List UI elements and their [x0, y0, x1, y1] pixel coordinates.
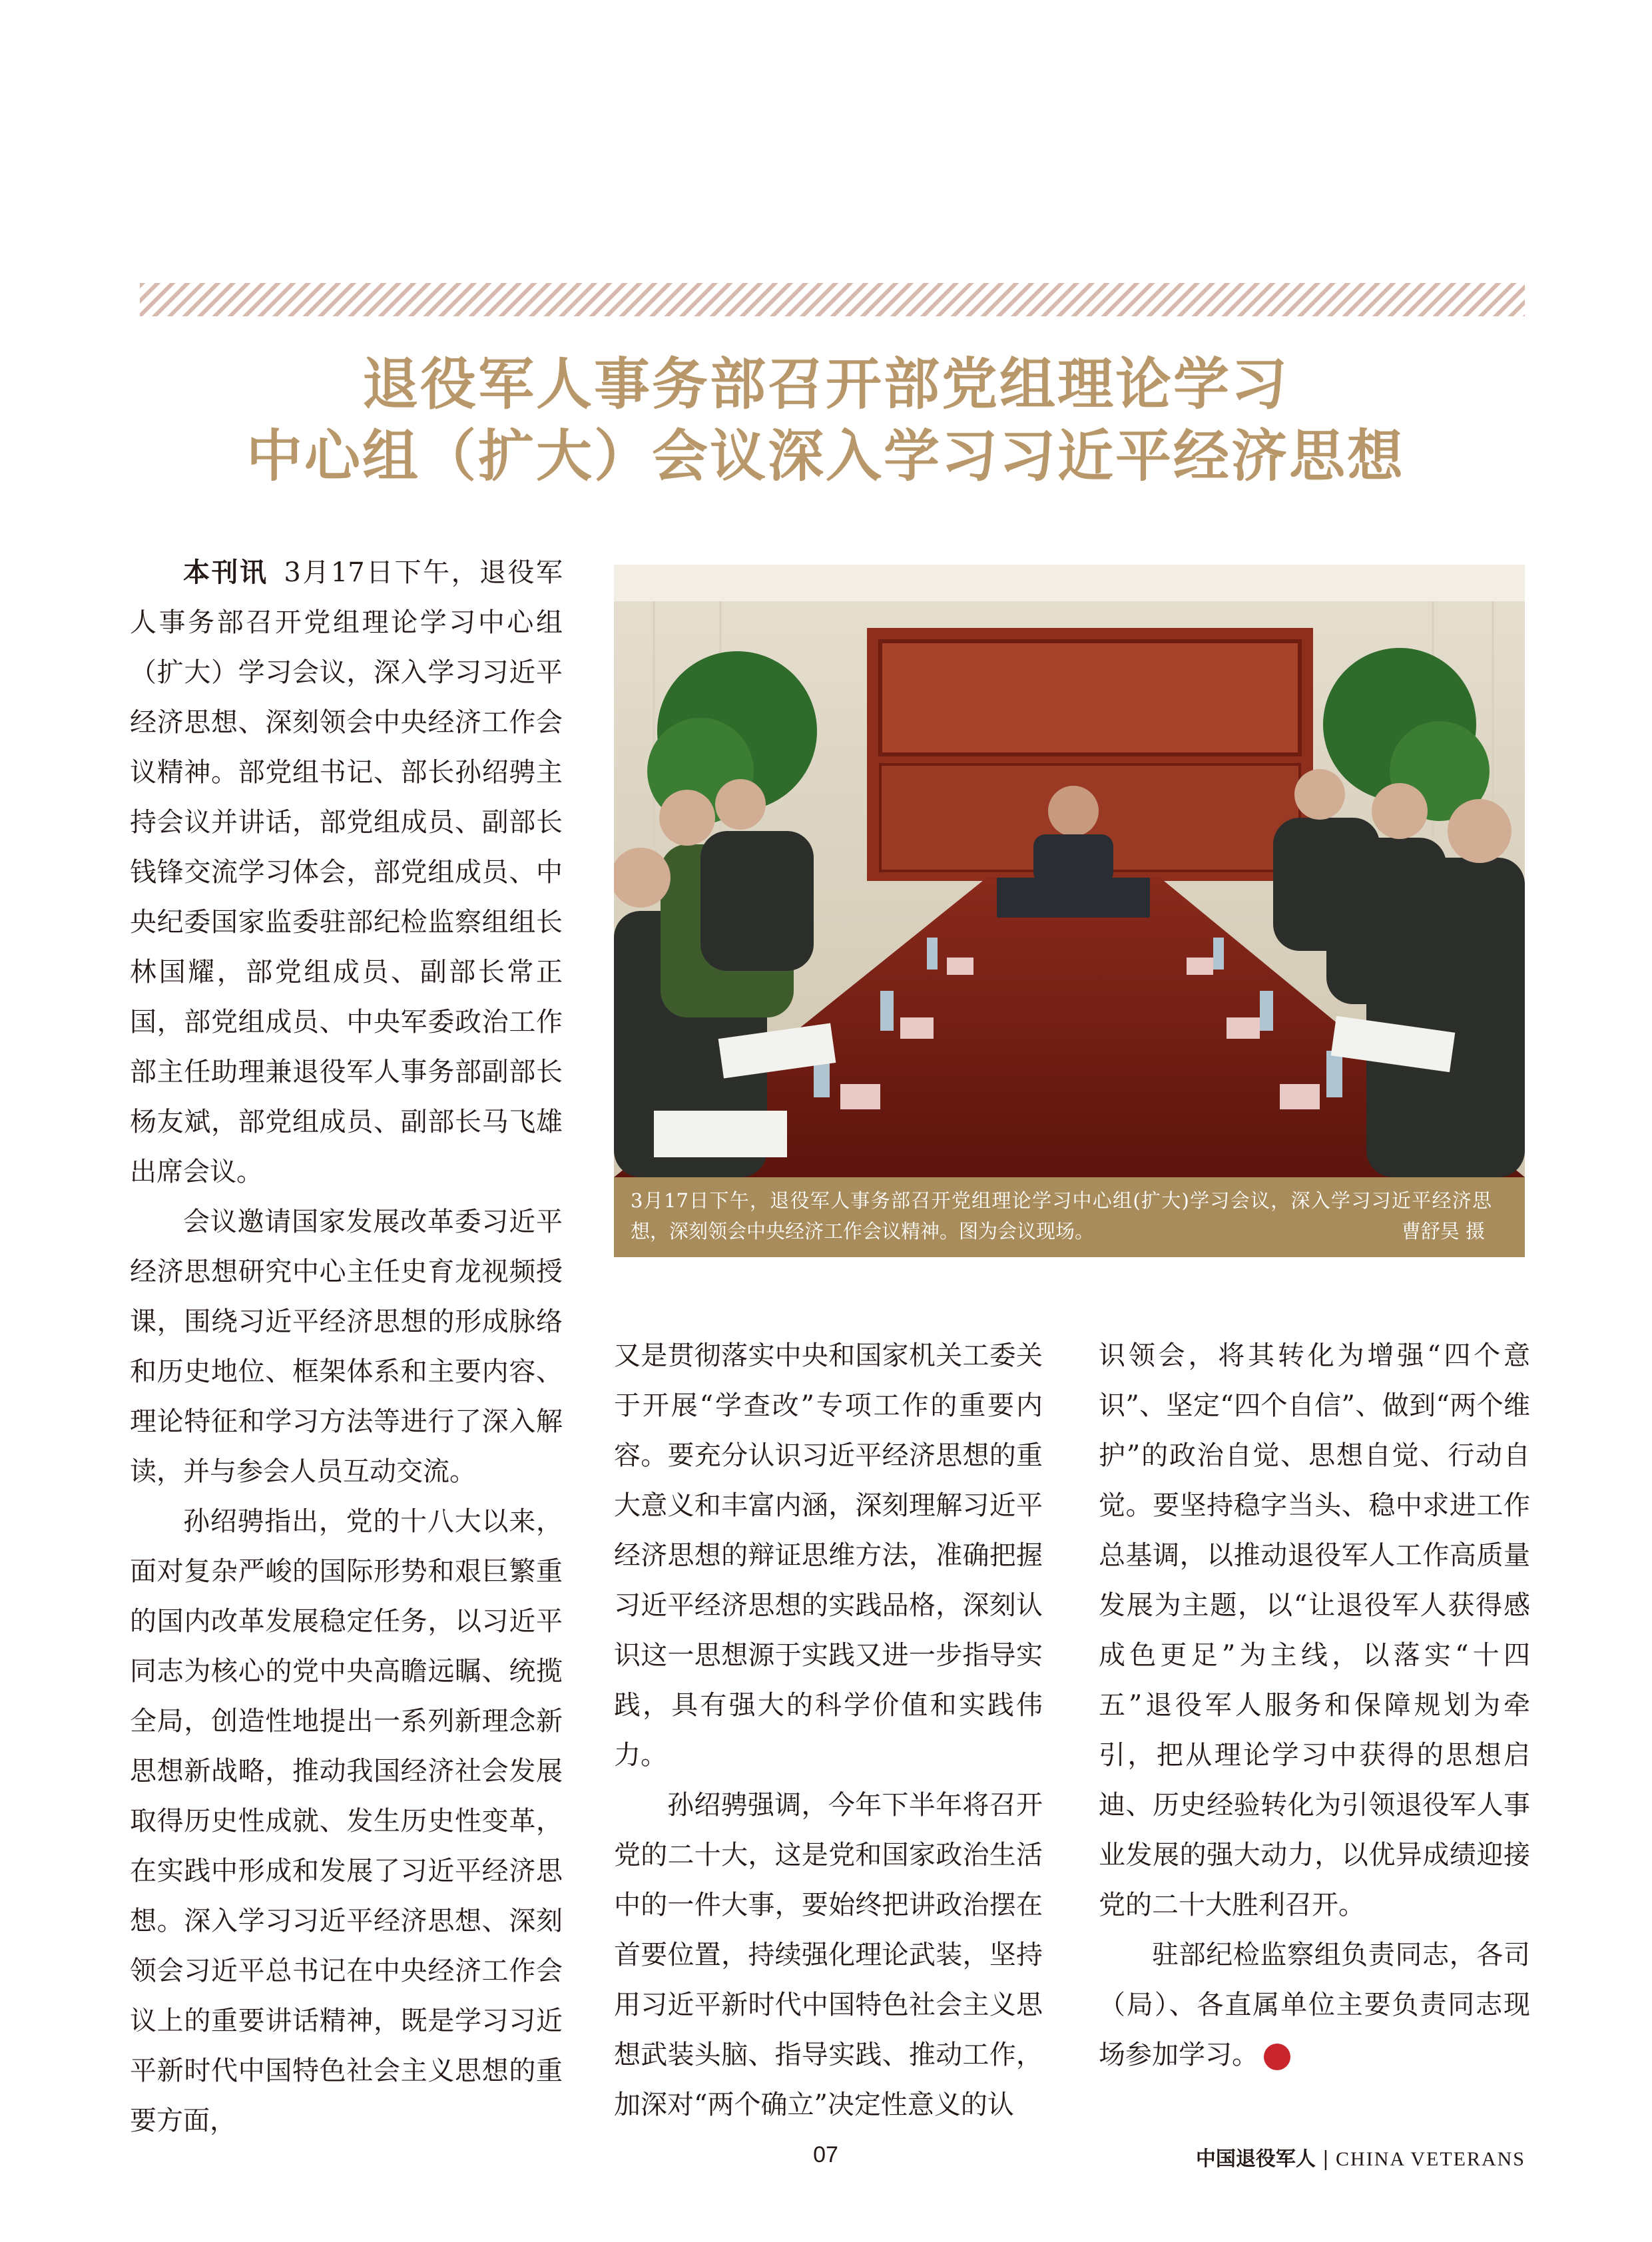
paragraph-1-text: 3月17日下午，退役军人事务部召开党组理论学习中心组（扩大）学习会议，深入学习习近平经济思想、深刻领会中央经济工作会议精神。部党组书记、部长孙绍骋主持会议并讲话，部党组成员、副部长钱锋交流学习体会，部党组成员、中央纪委国家监委驻部纪检监察组组长林国耀，部党组成员、副部长常正国，部党组成员、中央军委政治工作部主任助理兼退役军人事务部副部长杨友斌，部党组成员、副部长马飞雄出席会议。 [130, 557, 563, 1187]
brand-separator: | [1322, 2147, 1330, 2171]
paragraph-5 [1099, 1930, 1530, 2080]
brand-english: CHINA VETERANS [1336, 2148, 1525, 2170]
article-column-1 [130, 548, 563, 2146]
paragraph-5-text: 驻部纪检监察组负责同志，各司（局）、各直属单位主要负责同志现场参加学习。 [1099, 1940, 1530, 2070]
photo-caption [614, 1177, 1525, 1257]
paragraph-2: 会议邀请国家发展改革委习近平经济思想研究中心主任史育龙视频授课，围绕习近平经济思想的形成脉络和历史地位、框架体系和主要内容、理论特征和学习方法等进行了深入解读，并与参会人员互动交流。 [130, 1207, 563, 1487]
paragraph-4-continued: 识领会，将其转化为增强“四个意识”、坚定“四个自信”、做到“两个维护”的政治自觉、思想自觉、行动自觉。要坚持稳字当头、稳中求进工作总基调，以推动退役军人工作高质量发展为主题，以“让退役军人获得感成色更足”为主线，以落实“十四五”退役军人服务和保障规划为牵引，把从理论学习中获得的思想启迪、历史经验转化为引领退役军人事业发展的强大动力，以优异成绩迎接党的二十大胜利召开。 [1099, 1340, 1530, 1920]
meeting-scene-illustration [614, 565, 1525, 1177]
paragraph-4: 孙绍骋强调，今年下半年将召开党的二十大，这是党和国家政治生活中的一件大事，要始终把讲政治摆在首要位置，持续强化理论武装，坚持用习近平新时代中国特色社会主义思想武装头脑、指导实践、推动工作，加深对“两个确立”决定性意义的认 [614, 1790, 1043, 2120]
meeting-photo [614, 565, 1525, 1177]
end-mark-icon: V [1264, 2044, 1290, 2070]
decorative-stripe-band [140, 283, 1525, 316]
article-title-line-2: 中心组（扩大）会议深入学习习近平经济思想 [246, 423, 1405, 489]
article-title-line-1: 退役军人事务部召开部党组理论学习 [362, 352, 1289, 417]
paragraph-3-continued: 又是贯彻落实中央和国家机关工委关于开展“学查改”专项工作的重要内容。要充分认识习近平经济思想的重大意义和丰富内涵，深刻理解习近平经济思想的辩证思维方法，准确把握习近平经济思想的实践品格，深刻认识这一思想源于实践又进一步指导实践，具有强大的科学价值和实践伟力。 [614, 1340, 1043, 1771]
paragraph-1 [130, 548, 563, 1197]
page-number: 07 [813, 2142, 838, 2167]
article-column-2 [614, 1331, 1043, 2130]
photo-caption-text: 3月17日下午，退役军人事务部召开党组理论学习中心组(扩大)学习会议，深入学习习近平经济思想，深刻领会中央经济工作会议精神。图为会议现场。 [631, 1189, 1492, 1243]
photo-credit: 曹舒昊 摄 [1401, 1220, 1485, 1243]
lead-label: 本刊讯 [183, 557, 268, 588]
article-column-3 [1099, 1331, 1530, 2080]
paragraph-3: 孙绍骋指出，党的十八大以来，面对复杂严峻的国际形势和艰巨繁重的国内改革发展稳定任务，以习近平同志为核心的党中央高瞻远瞩、统揽全局，创造性地提出一系列新理念新思想新战略，推动我国经济社会发展取得历史性成就、发生历史性变革，在实践中形成和发展了习近平经济思想。深入学习习近平经济思想、深刻领会习近平总书记在中央经济工作会议上的重要讲话精神，既是学习习近平新时代中国特色社会主义思想的重要方面， [130, 1506, 563, 2136]
brand-chinese: 中国退役军人 [1195, 2147, 1316, 2171]
magazine-brand [1196, 2142, 1525, 2171]
